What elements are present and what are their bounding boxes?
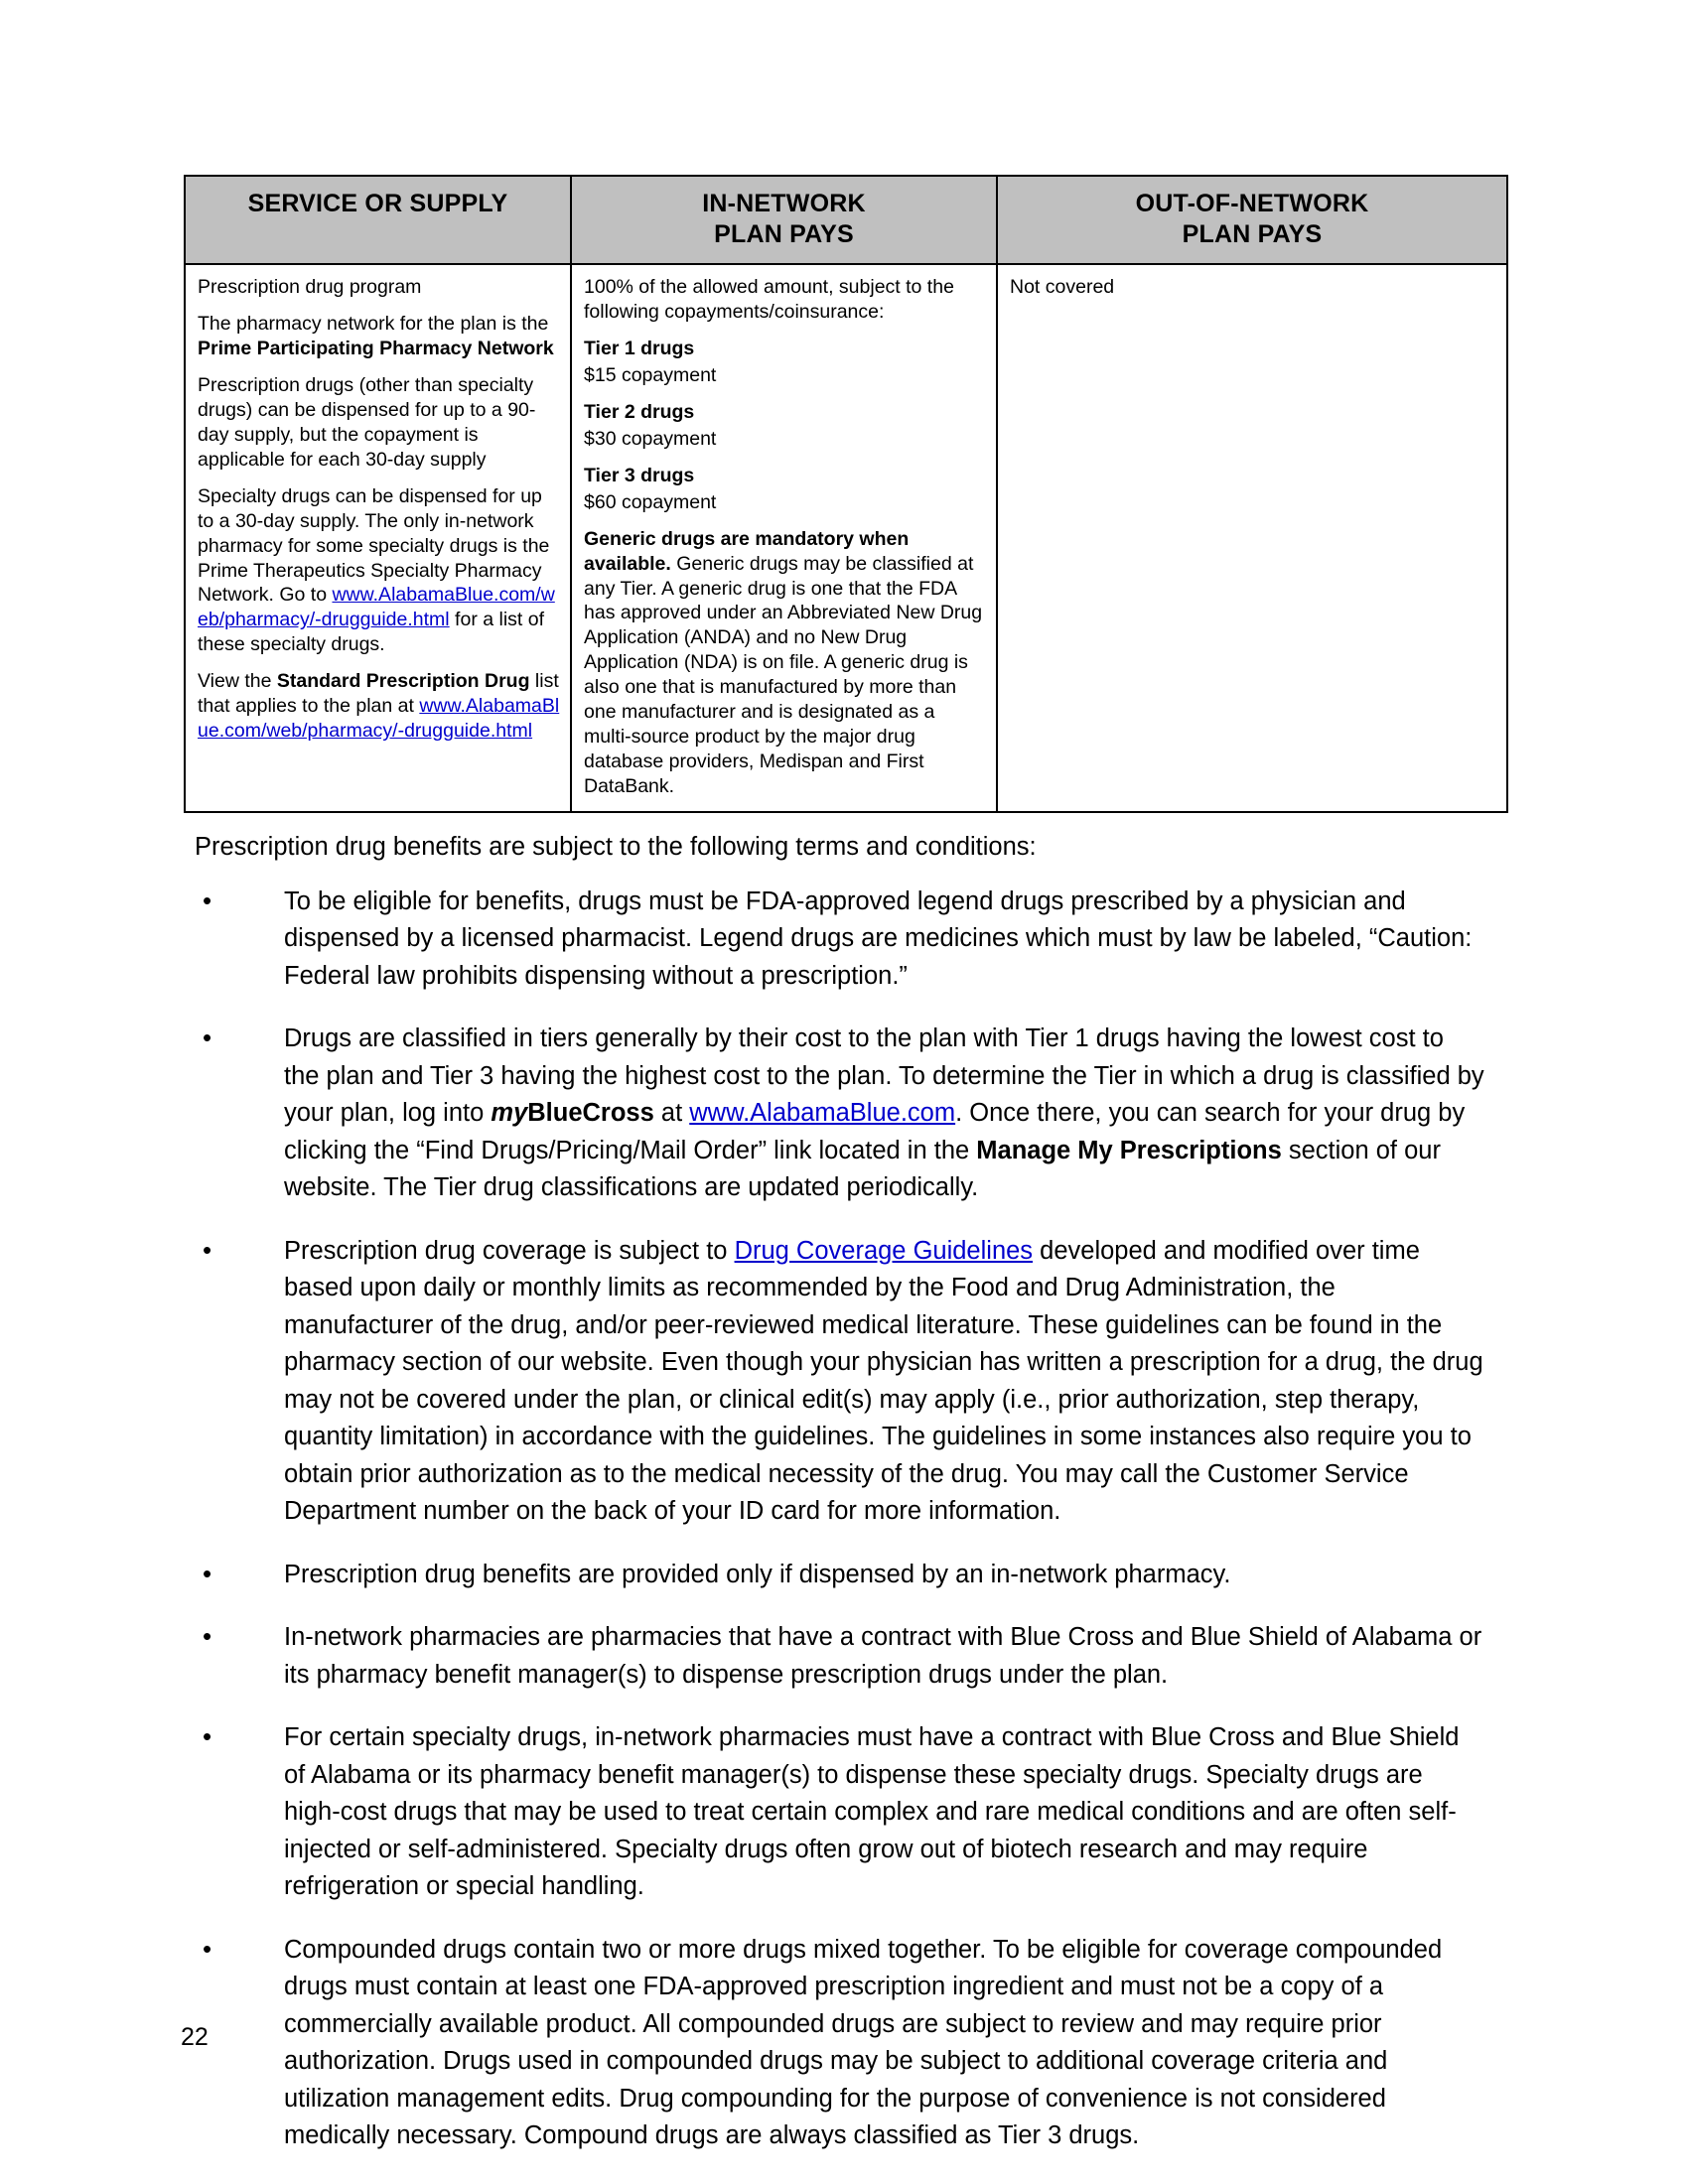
cell-in-network-plan-pays <box>571 264 997 812</box>
bullet-marker-icon: • <box>203 1558 212 1588</box>
service-column-content <box>186 265 570 755</box>
tiers-part3: . Once there, you can search for your drug by clicking the “Find Drugs/Pricing/Mail Order” link located in the <box>284 1099 1466 1164</box>
page-number: 22 <box>181 2023 209 2051</box>
list-item-compounded-drugs <box>195 1932 1485 2155</box>
column-header-in-network <box>571 176 997 264</box>
generic-drugs-bold: Generic drugs are mandatory when available. <box>584 527 910 575</box>
bullet-marker-icon: • <box>203 1621 212 1652</box>
bullet-marker-icon: • <box>203 886 212 915</box>
drug-guide-link-standard[interactable]: www.AlabamaBlue.com/web/pharmacy/-drugguide.html <box>198 695 560 743</box>
service-network-bold: Prime Participating Pharmacy Network <box>198 337 554 359</box>
cell-service-or-supply <box>185 264 571 812</box>
tier-1-label <box>584 337 986 361</box>
list-item-coverage-guidelines-text <box>284 1233 1485 1531</box>
service-standard-mid: list that applies to the plan at <box>198 670 559 718</box>
list-item-specialty-drugs-text: For certain specialty drugs, in-network pharmacies must have a contract with Blue Cross and Blue Shield of Alabama or its pharmacy benefit manager(s) to dispense these specialty drugs. Specialty drugs are high-cost drugs that may be used to treat certain complex and rare medical conditions and are often self-injected or self-administered. Specialty drugs often grow out of biotech research and may require refrigeration or special handling. <box>284 1723 1460 1901</box>
mybluecross-bluecross: BlueCross <box>527 1099 654 1128</box>
column-header-in-network-line2: PLAN PAYS <box>714 219 854 248</box>
service-standard-bold: Standard Prescription Drug <box>276 670 530 693</box>
terms-bullet-list <box>195 884 1485 2155</box>
table-row <box>185 264 1507 812</box>
generic-drugs-paragraph <box>584 527 986 799</box>
drug-guide-link-specialty[interactable]: www.AlabamaBlue.com/web/pharmacy/-drugguide.html <box>198 584 555 631</box>
terms-intro-text: Prescription drug benefits are subject to the following terms and conditions: <box>195 833 1037 861</box>
in-network-allowed-amount: 100% of the allowed amount, subject to the following copayments/coinsurance: <box>584 276 954 323</box>
service-paragraph-supply: Prescription drugs (other than specialty drugs) can be dispensed for up to a 90-day supply, but the copayment is applicable for each 30-day supply <box>198 373 536 471</box>
column-header-out-of-network <box>997 176 1507 264</box>
list-item-tiers-text <box>284 1021 1485 1206</box>
list-item-in-network-only-text: Prescription drug benefits are provided only if dispensed by an in-network pharmacy. <box>284 1560 1231 1588</box>
list-item-eligibility-text: To be eligible for benefits, drugs must be FDA-approved legend drugs prescribed by a physician and dispensed by a licensed pharmacist. Legend drugs are medicines which must by law be labeled, “Caution: Federal law prohibits dispensing without a prescription.” <box>284 887 1473 990</box>
out-of-network-not-covered: Not covered <box>1010 276 1115 298</box>
column-header-service-or-supply <box>185 176 571 264</box>
guidelines-part1: Prescription drug coverage is subject to <box>284 1236 735 1265</box>
column-header-out-of-network-line1: OUT-OF-NETWORK <box>1135 190 1369 217</box>
tiers-part1: Drugs are classified in tiers generally by their cost to the plan with Tier 1 drugs having the lowest cost to the plan and Tier 3 having the highest cost to the plan. To determine the Tier in which a drug is classified by your plan, log into <box>284 1024 1484 1128</box>
tier-1-label-text: Tier 1 drugs <box>584 337 695 359</box>
out-of-network-column-content <box>998 265 1506 312</box>
list-item-eligibility <box>195 884 1485 995</box>
benefits-table <box>184 175 1508 813</box>
list-item-tiers <box>195 1021 1485 1206</box>
in-network-column-content <box>572 265 996 811</box>
tier-2-label <box>584 400 986 425</box>
list-item-coverage-guidelines <box>195 1233 1485 1531</box>
list-item-in-network-only <box>195 1557 1485 1593</box>
tier-2-label-text: Tier 2 drugs <box>584 400 695 423</box>
bullet-marker-icon: • <box>203 1933 212 1964</box>
bullet-marker-icon: • <box>203 1023 212 1053</box>
bullet-marker-icon: • <box>203 1721 212 1752</box>
bullet-marker-icon: • <box>203 1234 212 1265</box>
table-header-row <box>185 176 1507 264</box>
service-paragraph-network <box>198 312 560 361</box>
tier-1-value: $15 copayment <box>584 363 717 386</box>
column-header-out-of-network-line2: PLAN PAYS <box>1182 219 1323 248</box>
list-item-in-network-definition <box>195 1619 1485 1694</box>
generic-drugs-text: Generic drugs may be classified at any Tier. A generic drug is one that the FDA has approved under an Abbreviated New Drug Application (ANDA) and no New Drug Application (NDA) is on file. A generic drug is also one that is manufactured by more than one manufacturer and is designated as a multi-source product by the major drug database providers, Medispan and First DataBank. <box>584 552 983 798</box>
service-network-prefix: The pharmacy network for the plan is the <box>198 312 549 335</box>
cell-out-of-network-plan-pays <box>997 264 1507 812</box>
mybluecross-my: my <box>491 1099 528 1128</box>
service-paragraph-program: Prescription drug program <box>198 276 422 298</box>
tier-3-label-text: Tier 3 drugs <box>584 464 695 486</box>
list-item-compounded-drugs-text: Compounded drugs contain two or more drugs mixed together. To be eligible for coverage compounded drugs must contain at least one FDA-approved prescription ingredient and must not be a copy of a commercially available product. All compounded drugs are subject to review and may require prior authorization. Drugs used in compounded drugs may be subject to additional coverage criteria and utilization management edits. Drug compounding for the purpose of convenience is not considered medically necessary. Compound drugs are always classified as Tier 3 drugs. <box>284 1935 1443 2150</box>
column-header-in-network-line1: IN-NETWORK <box>702 190 866 217</box>
column-header-service-label: SERVICE OR SUPPLY <box>247 190 508 217</box>
service-standard-prefix: View the <box>198 670 277 693</box>
tier-2-value: $30 copayment <box>584 427 717 450</box>
guidelines-part2: developed and modified over time based upon daily or monthly limits as recommended by the Food and Drug Administration, the manufacturer of the drug, and/or peer-reviewed medical literature. These guidelines can be found in the pharmacy section of our website. Even though your physician has written a prescription for a drug, the drug may not be covered under the plan, or clinical edit(s) may apply (i.e., prior authorization, step therapy, quantity limitation) in accordance with the guidelines. The guidelines in some instances also require you to obtain prior authorization as to the medical necessity of the drug. You may call the Customer Service Department number on the back of your ID card for more information. <box>284 1236 1483 1526</box>
service-paragraph-specialty <box>198 484 560 658</box>
service-specialty-suffix: for a list of these specialty drugs. <box>198 609 545 656</box>
service-paragraph-standard-list <box>198 669 560 744</box>
drug-coverage-guidelines-link[interactable]: Drug Coverage Guidelines <box>734 1236 1034 1265</box>
tier-3-label <box>584 464 986 488</box>
manage-my-prescriptions-bold: Manage My Prescriptions <box>976 1136 1282 1164</box>
tiers-part2: at <box>653 1099 690 1128</box>
list-item-in-network-definition-text: In-network pharmacies are pharmacies that have a contract with Blue Cross and Blue Shield of Alabama or its pharmacy benefit manager(s) to dispense prescription drugs under the plan. <box>284 1623 1482 1689</box>
tier-3-value: $60 copayment <box>584 490 717 513</box>
service-specialty-prefix: Specialty drugs can be dispensed for up to a 30-day supply. The only in-network pharmacy for some specialty drugs is the Prime Therapeutics Specialty Pharmacy Network. Go to <box>198 484 550 607</box>
alabamablue-link[interactable]: www.AlabamaBlue.com <box>689 1099 956 1128</box>
list-item-specialty-drugs <box>195 1719 1485 1905</box>
tiers-part4: section of our website. The Tier drug classifications are updated periodically. <box>284 1136 1441 1202</box>
